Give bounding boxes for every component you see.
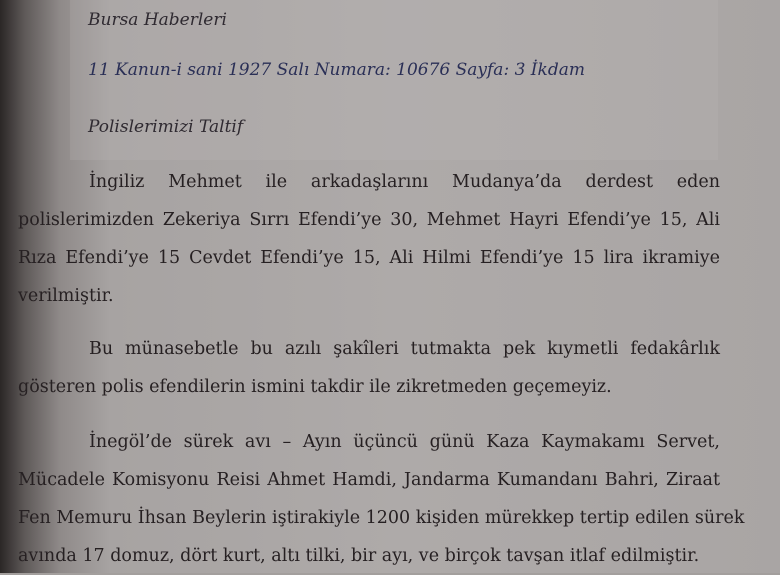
text-line: Rıza Efendi’ye 15 Cevdet Efendi’ye 15, Ali Hilmi Efendi’ye 15 lira ikramiye	[18, 248, 720, 268]
text-line: Bu münasebetle bu azılı şakîleri tutmakta pek kıymetli fedakârlık	[89, 339, 720, 359]
text-line: gösteren polis efendilerin ismini takdir ile zikretmeden geçemeyiz.	[18, 377, 612, 397]
text-line: avında 17 domuz, dört kurt, altı tilki, bir ayı, ve birçok tavşan itlaf edilmiştir.	[18, 546, 700, 566]
text-line: polislerimizden Zekeriya Sırrı Efendi’ye 30, Mehmet Hayri Efendi’ye 15, Ali	[18, 210, 720, 230]
source-heading: Bursa Haberleri	[88, 10, 227, 30]
text-line: verilmiştir.	[18, 286, 114, 306]
paragraph	[18, 330, 720, 406]
text-line: Fen Memuru İhsan Beylerin iştirakiyle 1200 kişiden mürekkep tertip edilen sürek	[18, 508, 745, 528]
text-line: İnegöl’de sürek avı – Ayın üçüncü günü Kaza Kaymakamı Servet,	[89, 432, 720, 452]
dateline: 11 Kanun-i sani 1927 Salı Numara: 10676 Sayfa: 3 İkdam	[88, 60, 585, 80]
article-title: Polislerimizi Taltif	[88, 117, 244, 137]
text-line: Mücadele Komisyonu Reisi Ahmet Hamdi, Jandarma Kumandanı Bahri, Ziraat	[18, 470, 720, 490]
paragraph	[18, 163, 720, 315]
text-line: İngiliz Mehmet ile arkadaşlarını Mudanya’da derdest eden	[89, 172, 720, 192]
paragraph	[18, 423, 745, 575]
